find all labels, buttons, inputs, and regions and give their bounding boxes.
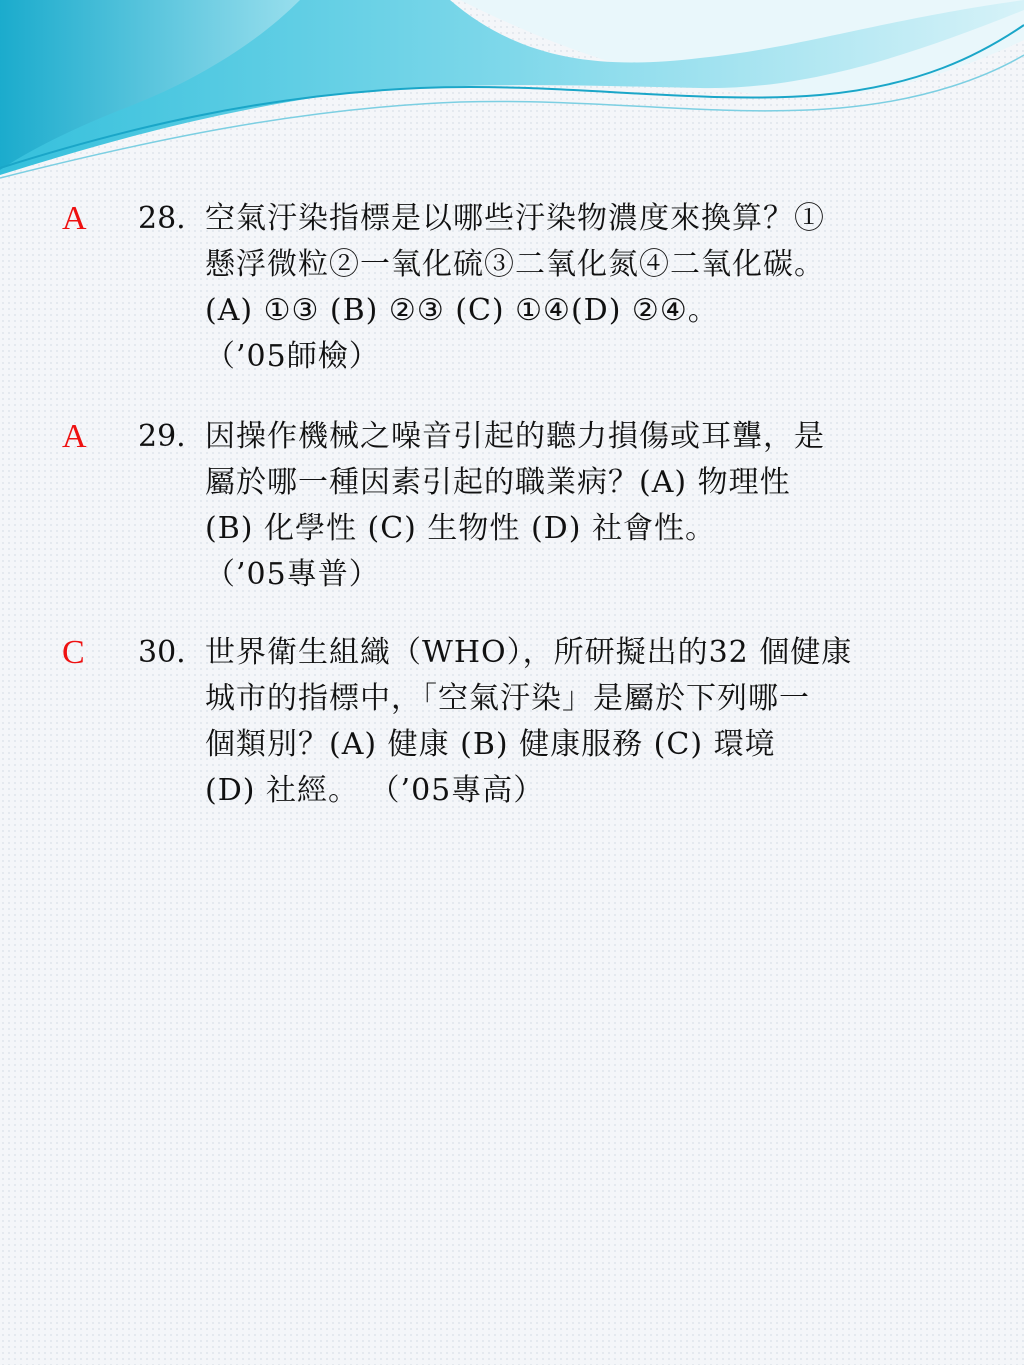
question-number: 28. bbox=[138, 201, 186, 236]
question-options-line: 個類別？(A) 健康 (B) 健康服務 (C) 環境 bbox=[205, 727, 776, 762]
question-text-line: 城市的指標中，「空氣汙染」是屬於下列哪一 bbox=[205, 681, 810, 716]
question-text-line: 因操作機械之噪音引起的聽力損傷或耳聾，是 bbox=[205, 419, 825, 454]
question-options-line: (A) ①③ (B) ②③ (C) ①④(D) ②④。 bbox=[205, 293, 719, 328]
question-options-line: (D) 社經。 （’05專高） bbox=[205, 773, 545, 808]
header-wave-decoration bbox=[0, 0, 1024, 200]
question-text-line: 世界衛生組織（WHO），所研擬出的32 個健康 bbox=[205, 635, 853, 670]
question-number: 29. bbox=[138, 419, 186, 454]
question-text-line: 屬於哪一種因素引起的職業病？(A) 物理性 bbox=[205, 465, 791, 500]
question-number: 30. bbox=[138, 635, 186, 670]
question-text-line: 懸浮微粒②一氧化硫③二氧化氮④二氧化碳。 bbox=[205, 247, 825, 282]
answer-letter: C bbox=[62, 634, 85, 671]
question-source: （’05專普） bbox=[205, 557, 380, 592]
answer-letter: A bbox=[62, 418, 87, 455]
question-options-line: (B) 化學性 (C) 生物性 (D) 社會性。 bbox=[205, 511, 716, 546]
question-source: （’05師檢） bbox=[205, 339, 380, 374]
answer-letter: A bbox=[62, 200, 87, 237]
question-text-line: 空氣汙染指標是以哪些汙染物濃度來換算？① bbox=[205, 201, 825, 236]
